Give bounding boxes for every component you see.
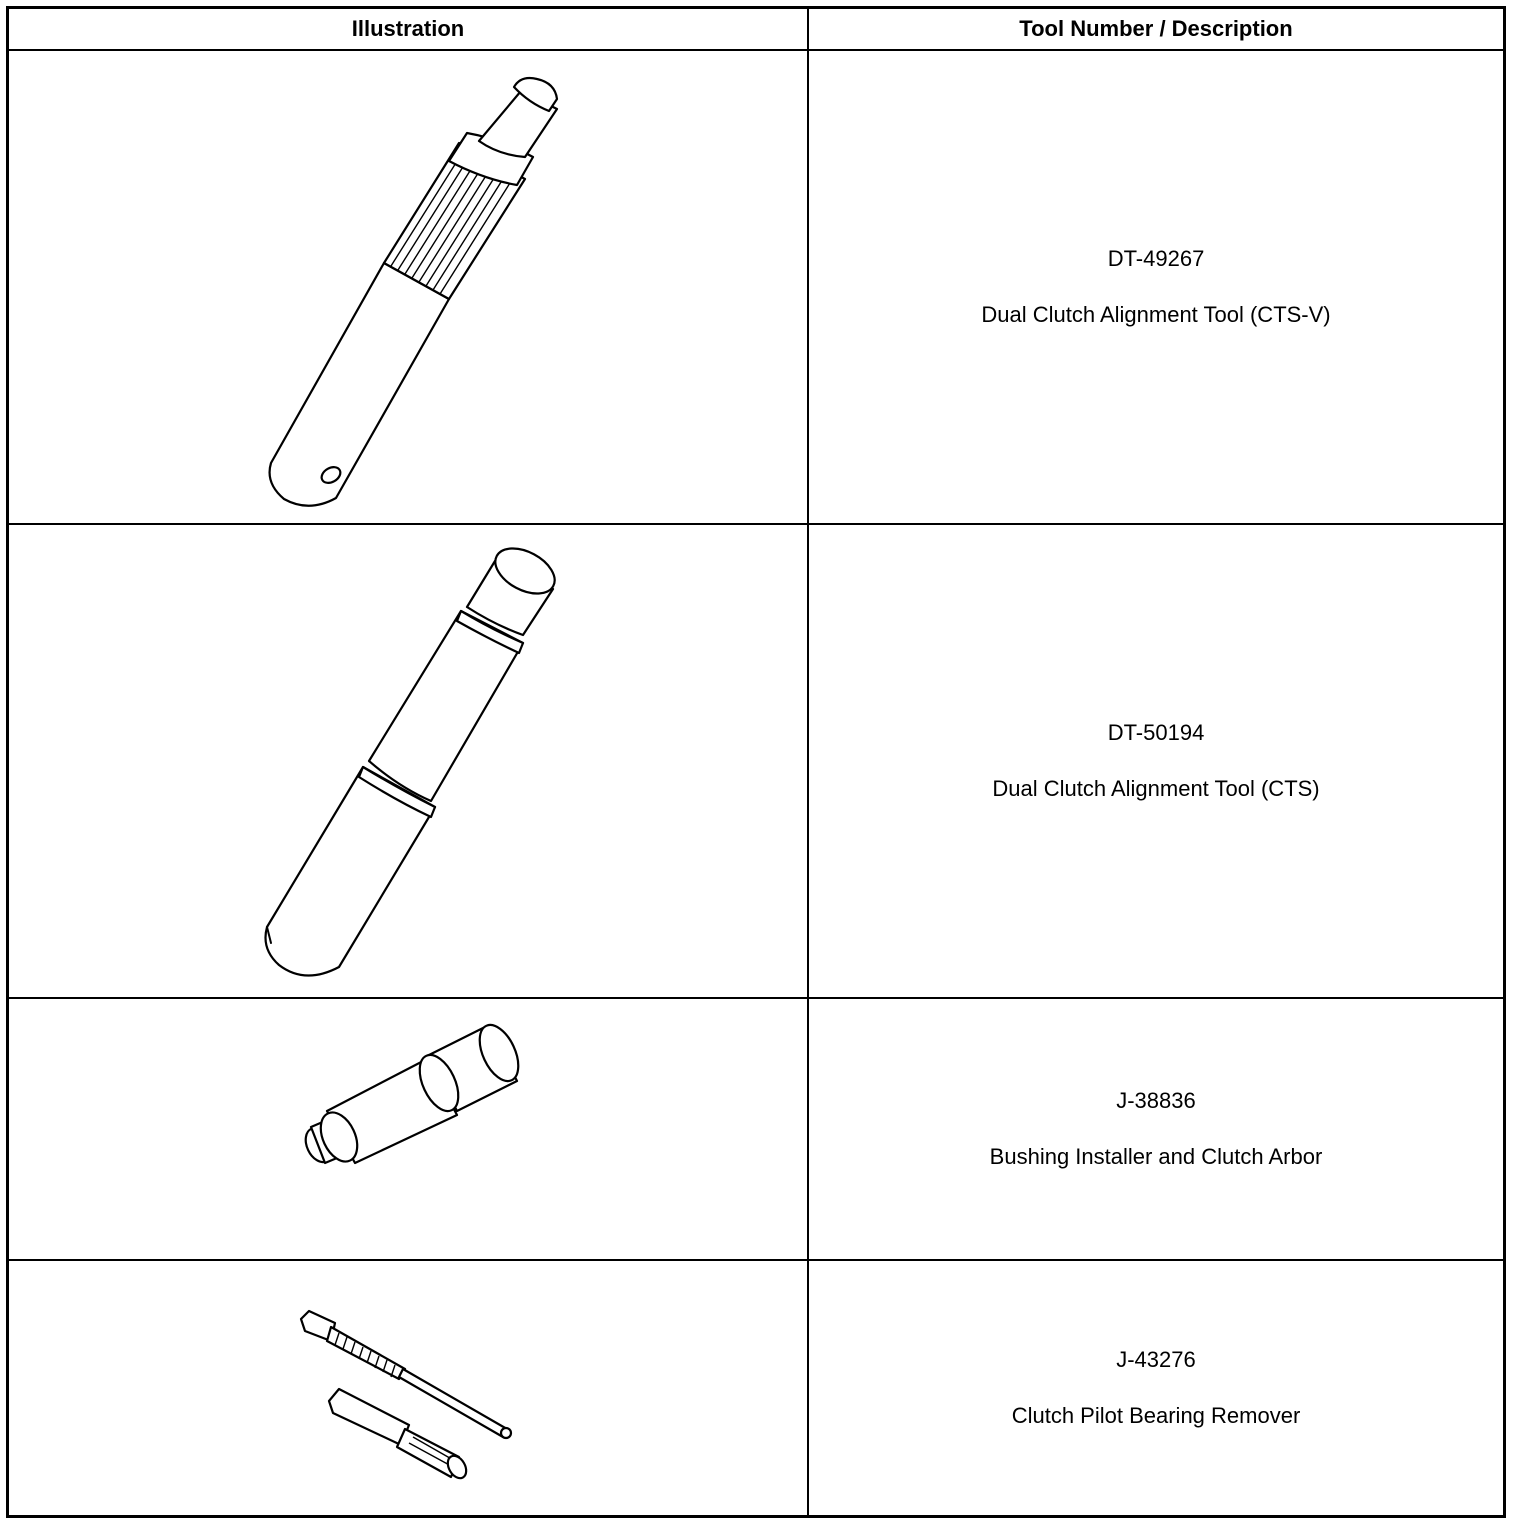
table-row xyxy=(9,1261,1503,1515)
tool-number: DT-49267 xyxy=(1107,246,1205,271)
tool-description-cell xyxy=(809,51,1503,523)
tool-description: Dual Clutch Alignment Tool (CTS-V) xyxy=(981,302,1331,327)
tool-description-cell xyxy=(809,525,1503,997)
tool-description-cell xyxy=(809,999,1503,1259)
tool-number: J-38836 xyxy=(1116,1088,1196,1113)
illustration-cell xyxy=(9,1261,807,1515)
bushing-installer-arbor-icon xyxy=(9,999,807,1259)
splined-alignment-shaft-icon xyxy=(9,51,807,523)
table-row xyxy=(9,51,1503,525)
illustration-cell xyxy=(9,525,807,997)
table-row xyxy=(9,525,1503,999)
tool-description: Clutch Pilot Bearing Remover xyxy=(1011,1403,1301,1428)
tool-number: J-43276 xyxy=(1116,1347,1196,1372)
stepped-alignment-shaft-icon xyxy=(9,525,807,997)
table-header xyxy=(9,9,1503,51)
illustration-cell xyxy=(9,51,807,523)
tool-description: Dual Clutch Alignment Tool (CTS) xyxy=(992,776,1320,801)
tool-description: Bushing Installer and Clutch Arbor xyxy=(989,1144,1323,1169)
tool-number: DT-50194 xyxy=(1107,720,1205,745)
table-row xyxy=(9,999,1503,1261)
illustration-cell xyxy=(9,999,807,1259)
tool-table xyxy=(6,6,1506,1518)
header-illustration: Illustration xyxy=(351,16,465,41)
header-tool-number-description: Tool Number / Description xyxy=(1019,16,1293,41)
pilot-bearing-remover-icon xyxy=(9,1261,807,1515)
tool-description-cell xyxy=(809,1261,1503,1515)
